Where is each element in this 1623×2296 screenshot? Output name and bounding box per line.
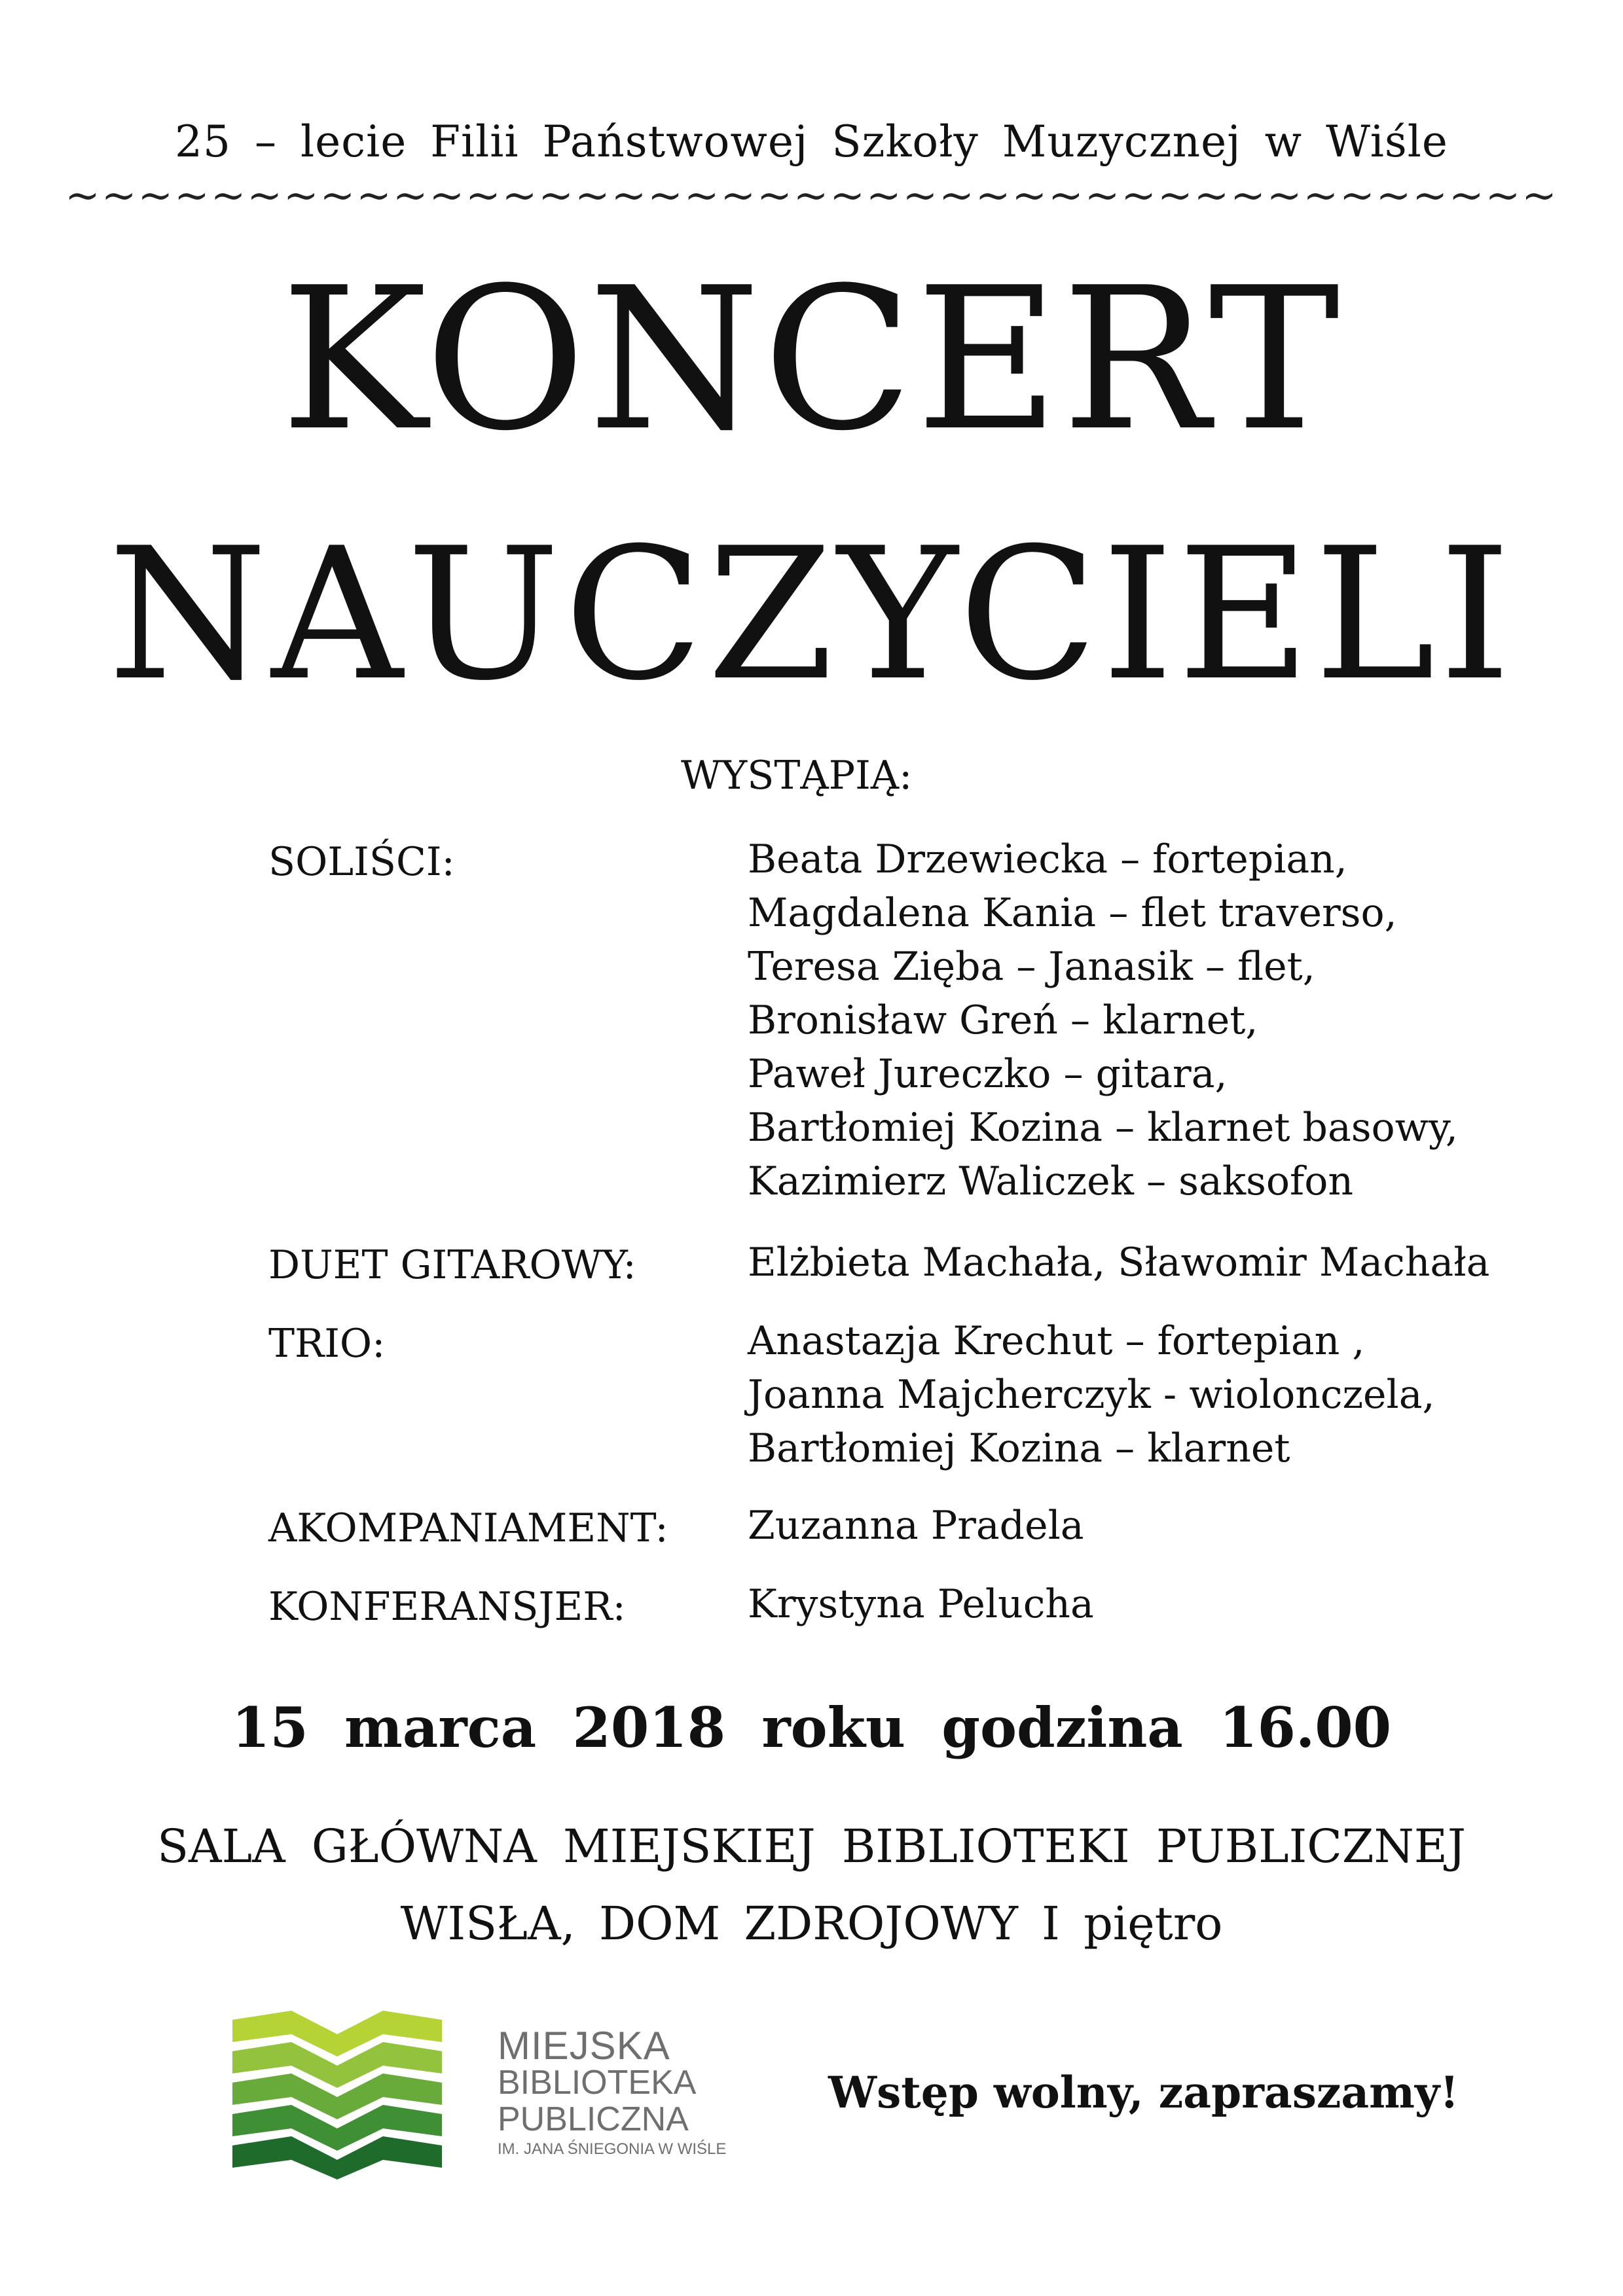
performer-entry: Joanna Majcherczyk - wiolonczela, [748, 1372, 1435, 1418]
title-nauczycieli: NAUCZYCIELI [108, 509, 1515, 721]
logo-line-miejska: MIEJSKA [498, 2024, 670, 2068]
event-date-time: 15 marca 2018 roku godzina 16.00 [231, 1695, 1392, 1760]
performer-entry: Teresa Zięba – Janasik – flet, [748, 944, 1315, 990]
section-entries-akompaniament [748, 1499, 1084, 1552]
section-entries-solisci [748, 833, 1458, 1208]
library-logo-text [498, 2024, 727, 2161]
section-label-akompaniament: AKOMPANIAMENT: [268, 1505, 668, 1551]
section-label-duet: DUET GITAROWY: [268, 1242, 636, 1288]
logo-line-patron: IM. JANA ŚNIEGONIA W WIŚLE [498, 2140, 727, 2158]
logo-line-biblioteka: BIBLIOTEKA [498, 2064, 697, 2102]
section-entries-konferansjer [748, 1577, 1094, 1631]
performers-heading: WYSTĄPIĄ: [681, 753, 913, 798]
performer-entry: Bronisław Greń – klarnet, [748, 997, 1258, 1043]
section-label-trio: TRIO: [268, 1321, 386, 1367]
performer-entry: Elżbieta Machała, Sławomir Machała [748, 1240, 1490, 1285]
logo-line-publiczna: PUBLICZNA [498, 2100, 689, 2138]
performer-entry: Krystyna Pelucha [748, 1581, 1094, 1627]
venue-line-2: WISŁA, DOM ZDROJOWY I piętro [400, 1897, 1223, 1950]
performer-entry: Bartłomiej Kozina – klarnet basowy, [748, 1105, 1458, 1151]
performer-entry: Paweł Jureczko – gitara, [748, 1051, 1228, 1097]
title-koncert: KONCERT [280, 245, 1343, 474]
library-logo-icon [232, 1996, 442, 2179]
anniversary-subtitle: 25 – lecie Filii Państwowej Szkoły Muzycznej w Wiśle [175, 117, 1448, 167]
performer-entry: Bartłomiej Kozina – klarnet [748, 1426, 1290, 1471]
section-entries-duet [748, 1236, 1489, 1289]
tilde-divider: ~~~~~~~~~~~~~~~~~~~~~~~~~~~~~~~~~~~~~~~~~ [65, 171, 1558, 220]
section-label-konferansjer: KONFERANSJER: [268, 1584, 626, 1630]
performer-entry: Beata Drzewiecka – fortepian, [748, 836, 1347, 882]
section-label-solisci: SOLIŚCI: [268, 839, 455, 885]
performer-entry: Anastazja Krechut – fortepian , [748, 1318, 1365, 1364]
performer-entry: Kazimierz Waliczek – saksofon [748, 1158, 1353, 1204]
performer-entry: Zuzanna Pradela [748, 1503, 1084, 1549]
performer-entry: Magdalena Kania – flet traverso, [748, 890, 1397, 936]
admission-note: Wstęp wolny, zapraszamy! [828, 2067, 1459, 2118]
section-entries-trio [748, 1314, 1435, 1475]
venue-line-1: SALA GŁÓWNA MIEJSKIEJ BIBLIOTEKI PUBLICZNEJ [157, 1820, 1466, 1873]
